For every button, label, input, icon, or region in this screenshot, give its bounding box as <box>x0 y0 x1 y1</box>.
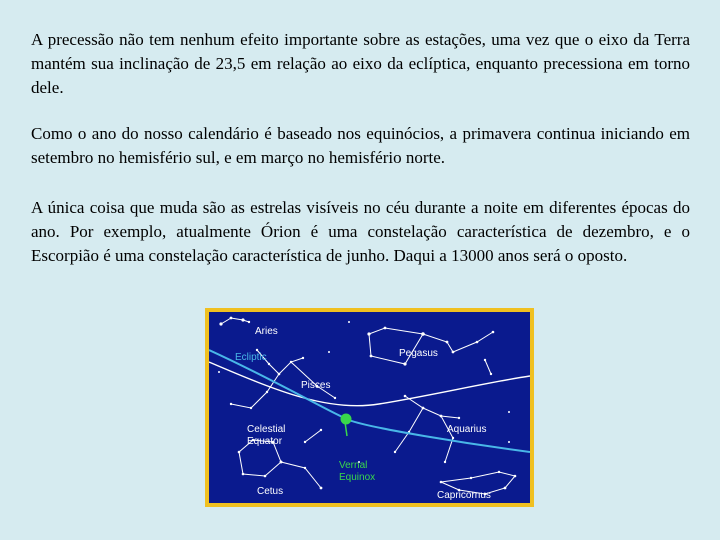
paragraph-precession: A precessão não tem nenhum efeito importante sobre as estações, uma vez que o eixo da Terra mantém sua inclinação de 23,5 em relação ao eixo da eclíptica, enquanto precessiona em torno dele. <box>31 30 690 97</box>
label-pegasus: Pegasus <box>399 348 438 359</box>
star-map-svg <box>209 312 530 503</box>
label-celestial-equator-line2: Equator <box>247 436 283 447</box>
label-aries: Aries <box>255 326 278 337</box>
label-pisces: Pisces <box>301 380 331 391</box>
vernal-equinox-marker <box>341 414 352 425</box>
star-map-image <box>205 308 534 507</box>
paragraph-calendar: Como o ano do nosso calendário é baseado nos equinócios, a primavera continua iniciando em setembro no hemisfério sul, e em março no hemisfério norte. <box>31 124 690 167</box>
label-ecliptic: Ecliptic <box>235 352 267 363</box>
label-aquarius: Aquarius <box>447 424 487 435</box>
label-celestial-equator-line1: Celestial <box>247 424 286 435</box>
label-vernal-equinox-line2: Equinox <box>339 472 376 483</box>
label-cetus: Cetus <box>257 486 284 497</box>
label-capricornus: Capricornus <box>437 490 491 501</box>
label-vernal-equinox-line1: Vernal <box>339 460 368 471</box>
paragraph-visible-stars: A única coisa que muda são as estrelas visíveis no céu durante a noite em diferentes épocas do ano. Por exemplo, atualmente Órion é uma constelação característica de dezembro, e o Escorpião é uma constelação característica de junho. Daqui a 13000 anos será o oposto. <box>31 198 690 265</box>
